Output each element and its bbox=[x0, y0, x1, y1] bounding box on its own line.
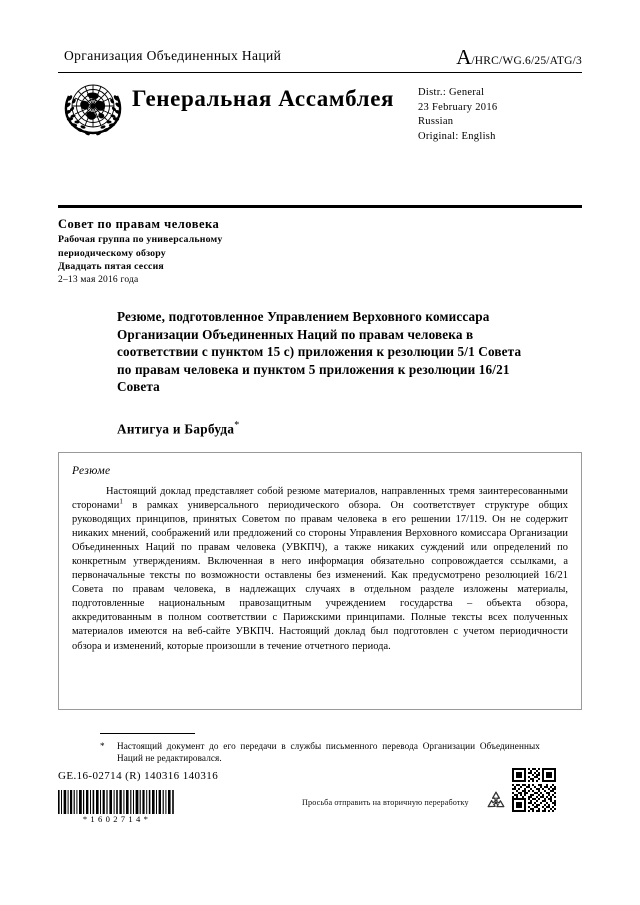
country-name bbox=[117, 420, 240, 437]
section-divider-rule bbox=[58, 205, 582, 208]
summary-heading: Резюме bbox=[72, 465, 111, 477]
distribution-block bbox=[418, 86, 497, 144]
country-label: Антигуа и Барбуда bbox=[117, 421, 235, 437]
summary-text-part-1: Настоящий доклад представляет собой резюме материалов, направленных тремя заинтересованными сторонами bbox=[72, 486, 568, 512]
distribution-date: 23 February 2016 bbox=[418, 101, 498, 113]
footnote-separator bbox=[100, 733, 195, 734]
summary-box bbox=[58, 452, 582, 710]
council-name: Совет по правам человека bbox=[58, 217, 220, 231]
masthead bbox=[58, 45, 582, 142]
page-title: Резюме, подготовленное Управлением Верховного комиссара Организации Объединенных Наций по правам человека в соответствии с пунктом 15 c) приложения к резолюции 5/1 Совета по правам человека и пунктом 5 приложения к резолюции 16/21 Совета bbox=[117, 309, 522, 395]
document-symbol-prefix: A bbox=[456, 45, 472, 69]
distribution-language: Russian bbox=[418, 116, 454, 127]
session-dates: 2–13 мая 2016 года bbox=[58, 274, 139, 285]
footnote bbox=[100, 740, 540, 765]
footnote-marker: * bbox=[100, 741, 105, 751]
general-assembly-block bbox=[58, 78, 582, 158]
summary-paragraph bbox=[72, 485, 568, 654]
summary-footnote-marker: 1 bbox=[119, 497, 123, 506]
distribution-type: Distr.: General bbox=[418, 87, 485, 98]
council-block bbox=[58, 217, 388, 287]
job-number: GE.16-02714 (R) 140316 140316 bbox=[58, 770, 219, 782]
organization-line bbox=[58, 45, 582, 70]
distribution-original: Original: English bbox=[418, 130, 496, 142]
barcode-label: *1602714* bbox=[82, 814, 152, 824]
document-symbol bbox=[456, 47, 582, 69]
organization-name: Организация Объединенных Наций bbox=[64, 48, 282, 63]
country-footnote-marker: * bbox=[234, 420, 240, 431]
un-emblem-icon bbox=[62, 80, 124, 136]
summary-text-part-2: в рамках универсального периодического обзора. Он соответствует структуре общих руководящих принципов, принятых Советом по правам человека в его решении 17/119. Он не содержит никаких мнений, соображений или предложений со стороны Управления Верховного комиссара Организации Объединенных Наций по правам человека (УВКПЧ), а также никаких суждений или определений по конкретным утверждениям. Включенная в него информация обязательно сопровождается ссылками, а первоначальные тексты по возможности оставлены без изменений. Как предусмотрено резолюцией 16/21 Совета по правам человека, в надлежащих случаях в отдельном разделе изложены материалы, подготовленные национальным правозащитным учреждением государства – объекта обзора, аккредитованным в полном соответствии с Парижскими принципами. Полные тексты всех полученных материалов имеются на веб-сайте УВКПЧ. Настоящий доклад был подготовлен с учетом периодичности обзора и изменений, которые произошли в течение отчетного периода. bbox=[72, 500, 568, 652]
working-group-line-2: периодическому обзору bbox=[58, 247, 166, 259]
recycle-icon bbox=[484, 789, 508, 813]
qr-code bbox=[512, 768, 556, 812]
document-symbol-rest: /HRC/WG.6/25/ATG/3 bbox=[471, 55, 582, 67]
barcode bbox=[58, 790, 176, 814]
session-number: Двадцать пятая сессия bbox=[58, 261, 164, 272]
masthead-rule bbox=[58, 72, 582, 73]
working-group-line-1: Рабочая группа по универсальному bbox=[58, 234, 223, 245]
recycle-note: Просьба отправить на вторичную переработку bbox=[302, 798, 469, 807]
footnote-text: Настоящий документ до его передачи в службы письменного перевода Организации Объединенных Наций не редактировался. bbox=[117, 741, 540, 764]
general-assembly-title: Генеральная Ассамблея bbox=[132, 86, 395, 111]
